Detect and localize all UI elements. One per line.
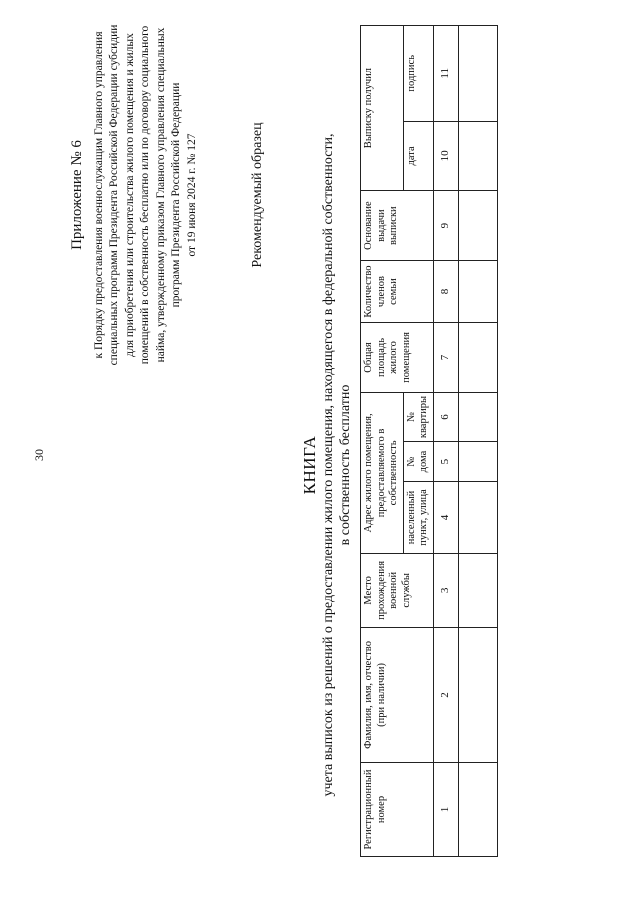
column-number: 6 <box>433 392 458 441</box>
column-number-row <box>433 26 458 857</box>
header-date: дата <box>403 121 433 191</box>
header-row-1 <box>361 26 404 857</box>
empty-row <box>458 26 497 857</box>
header-full-name: Фамилия, имя, отчество (при наличии) <box>361 627 434 762</box>
column-number: 10 <box>433 121 458 191</box>
book-subtitle-line1: учета выписок из решений о предоставлении жилого помещения, находящегося в федеральной собственности, <box>321 133 336 797</box>
appendix-line: для приобретения или строительства жилого помещения и жилых <box>123 33 136 357</box>
column-number: 7 <box>433 323 458 393</box>
empty-cell <box>458 191 497 261</box>
book-heading <box>300 55 354 875</box>
header-issue-basis: Основание выдачи выписки <box>361 191 434 261</box>
column-number: 1 <box>433 763 458 857</box>
column-number: 2 <box>433 627 458 762</box>
rotated-content <box>10 5 630 905</box>
empty-cell <box>458 553 497 627</box>
column-number: 5 <box>433 442 458 482</box>
header-service-place: Место прохождения военной службы <box>361 553 434 627</box>
empty-cell <box>458 442 497 482</box>
appendix-line: к Порядку предоставления военнослужащим Главного управления <box>92 31 105 359</box>
header-signature: подпись <box>403 26 433 122</box>
column-number: 11 <box>433 26 458 122</box>
sample-label: Рекомендуемый образец <box>250 122 265 268</box>
column-number: 4 <box>433 482 458 554</box>
header-reg-number: Регистрационный номер <box>361 763 434 857</box>
header-total-area: Общая площадь жилого помещения <box>361 323 434 393</box>
register-table <box>360 25 498 857</box>
appendix-line: от 19 июня 2024 г. № 127 <box>185 133 198 257</box>
header-received-group: Выписку получил <box>361 26 404 191</box>
appendix-line: найма, утвержденному приказом Главного управления специальных <box>154 27 167 363</box>
empty-cell <box>458 482 497 554</box>
header-apartment-no: № квартиры <box>403 392 433 441</box>
empty-cell <box>458 323 497 393</box>
appendix-title: Приложение № 6 <box>69 140 85 250</box>
column-number: 3 <box>433 553 458 627</box>
book-subtitle-line2: в собственность бесплатно <box>338 384 353 546</box>
empty-cell <box>458 26 497 122</box>
book-title: КНИГА <box>300 435 319 495</box>
header-family-count: Количество членов семьи <box>361 261 434 323</box>
appendix-line: программ Президента Российской Федерации <box>170 82 182 308</box>
empty-cell <box>458 392 497 441</box>
appendix-line: специальных программ Президента Российской Федерации субсидии <box>108 24 120 366</box>
column-number: 8 <box>433 261 458 323</box>
page-number: 30 <box>32 449 46 461</box>
empty-cell <box>458 627 497 762</box>
empty-cell <box>458 763 497 857</box>
empty-cell <box>458 121 497 191</box>
column-number: 9 <box>433 191 458 261</box>
header-settlement: населенный пункт, улица <box>403 482 433 554</box>
empty-cell <box>458 261 497 323</box>
appendix-block <box>70 15 200 375</box>
header-house-no: № дома <box>403 442 433 482</box>
appendix-line: помещений в собственность бесплатно или по договору социального <box>139 25 151 365</box>
header-address-group: Адрес жилого помещения, предоставляемого в собственность <box>361 392 404 553</box>
